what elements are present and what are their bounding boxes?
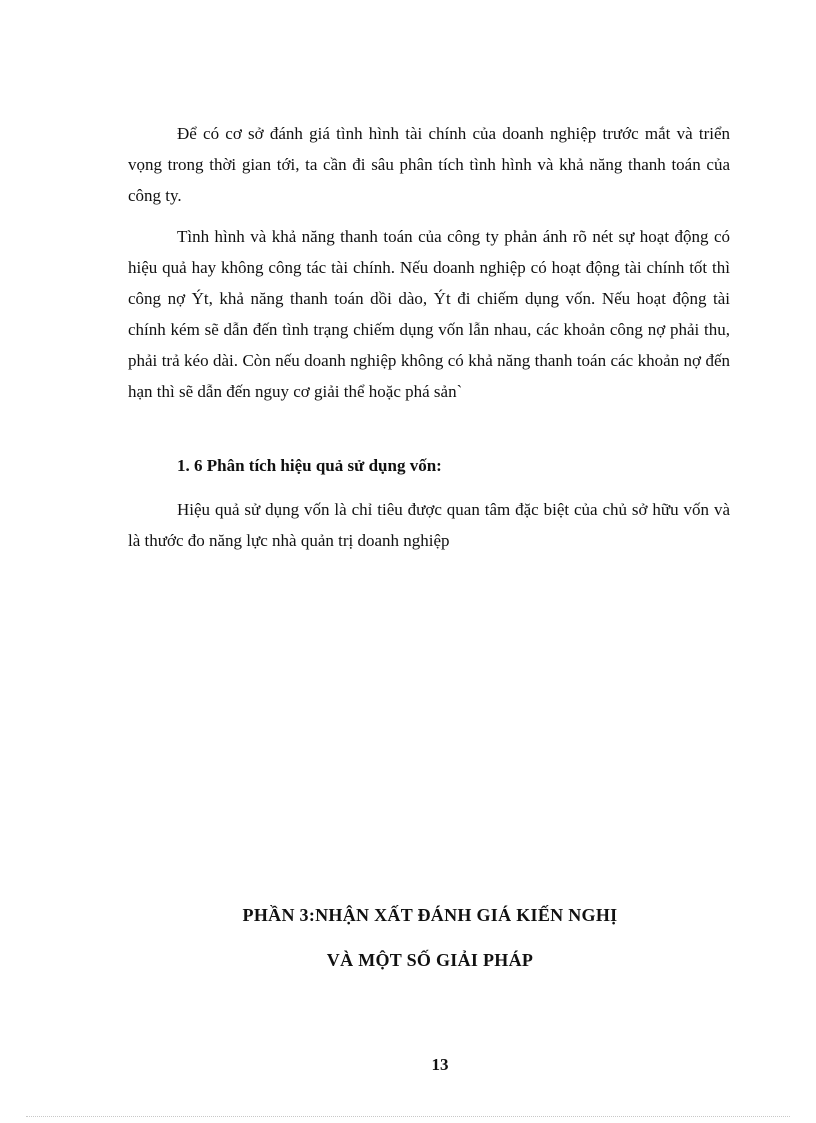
part-title-line-1: PHẦN 3:NHẬN XẤT ĐÁNH GIÁ KIẾN NGHỊ [242, 905, 618, 925]
paragraph-financial-basis: Để có cơ sở đánh giá tình hình tài chính của doanh nghiệp trước mắt và triển vọng trong thời gian tới, ta cần đi sâu phân tích tình hình và khả năng thanh toán của công ty. [128, 124, 730, 205]
footer-divider [26, 1116, 790, 1117]
paragraph-payment-capacity: Tình hình và khả năng thanh toán của công ty phản ánh rõ nét sự hoạt động có hiệu quả hay không công tác tài chính. Nếu doanh nghiệp có hoạt động tài chính tốt thì công nợ Ýt, khả năng thanh toán dồi dào, Ýt đi chiếm dụng vốn. Nếu hoạt động tài chính kém sẽ dẫn đến tình trạng chiếm dụng vốn lẫn nhau, các khoản công nợ phải thu, phải trả kéo dài. Còn nếu doanh nghiệp không có khả năng thanh toán các khoản nợ đến hạn thì sẽ dẫn đến nguy cơ giải thể hoặc phá sản` [128, 227, 730, 401]
page-number: 13 [431, 1055, 449, 1074]
part-title-line-2: VÀ MỘT SỐ GIẢI PHÁP [326, 950, 534, 970]
section-heading: 1. 6 Phân tích hiệu quả sử dụng vốn: [177, 456, 442, 475]
paragraph-capital-efficiency: Hiệu quả sử dụng vốn là chỉ tiêu được quan tâm đặc biệt của chủ sở hữu vốn và là thước đo năng lực nhà quản trị doanh nghiệp [128, 500, 730, 550]
